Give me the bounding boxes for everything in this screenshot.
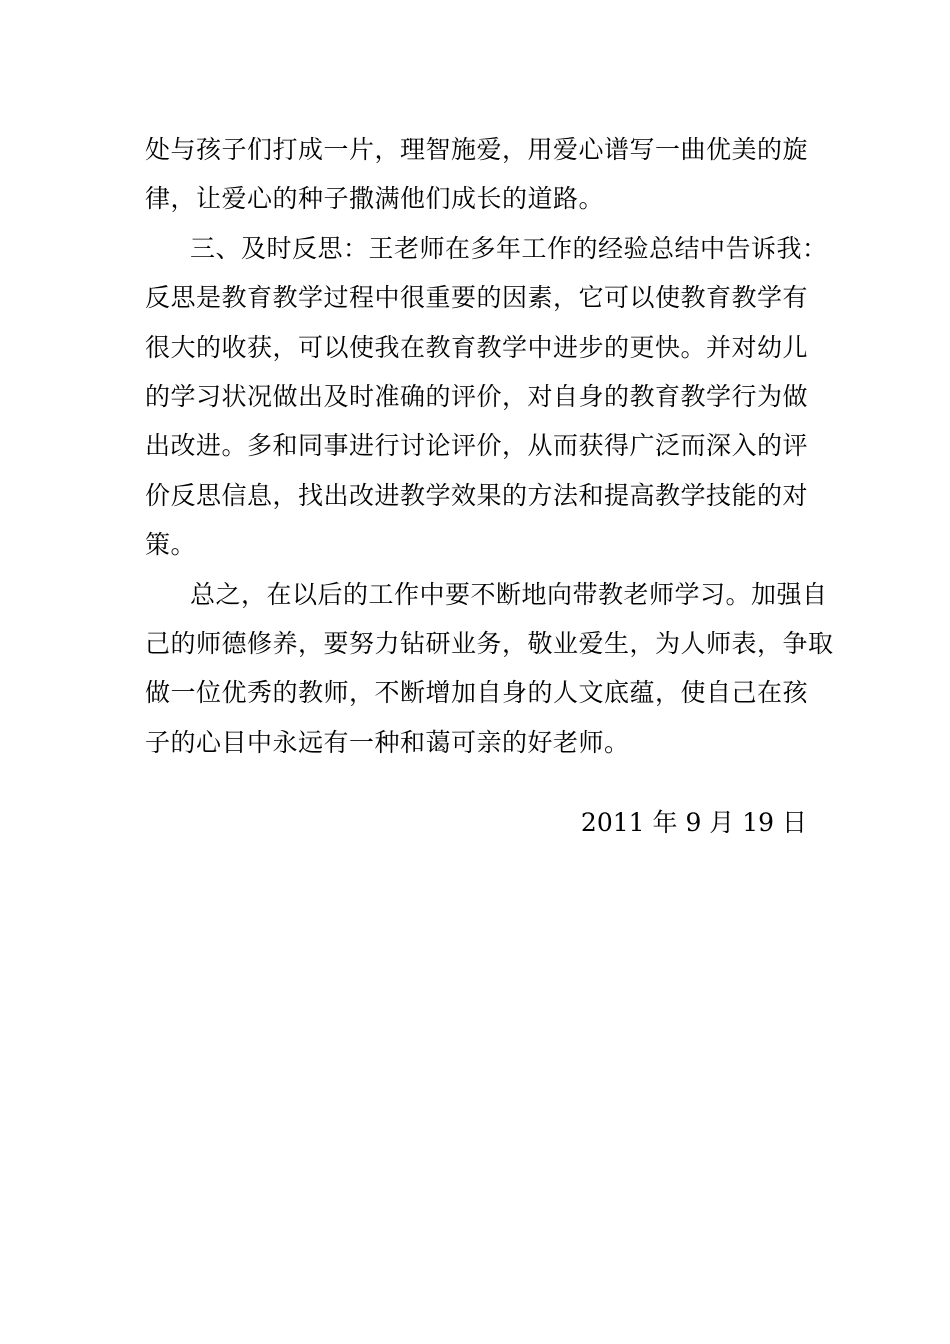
paragraph-line: 的学习状况做出及时准确的评价，对自身的教育教学行为做 (145, 381, 809, 411)
body-text (145, 125, 834, 767)
paragraph-line: 处与孩子们打成一片，理智施爱，用爱心谱写一曲优美的旋 (145, 135, 809, 164)
paragraph-line: 策。 (145, 530, 197, 560)
paragraph-line: 三、及时反思：王老师在多年工作的经验总结中告诉我： (190, 233, 828, 263)
document-date: 2011 年 9 月 19 日 (580, 808, 807, 837)
paragraph-line: 价反思信息，找出改进教学效果的方法和提高教学技能的对 (145, 480, 809, 510)
paragraph-line: 反思是教育教学过程中很重要的因素，它可以使教育教学有 (145, 283, 809, 313)
paragraph-line: 总之，在以后的工作中要不断地向带教老师学习。加强自 (190, 579, 828, 609)
paragraph-line: 己的师德修养，要努力钻研业务，敬业爱生，为人师表，争取 (145, 628, 834, 658)
paragraph-line: 子的心目中永远有一种和蔼可亲的好老师。 (145, 727, 630, 757)
paragraph-line: 律，让爱心的种子撒满他们成长的道路。 (145, 184, 605, 214)
paragraph-line: 很大的收获，可以使我在教育教学中进步的更快。并对幼儿 (145, 332, 809, 362)
paragraph-line: 做一位优秀的教师，不断增加自身的人文底蕴，使自己在孩 (145, 678, 809, 708)
paragraph-line: 出改进。多和同事进行讨论评价，从而获得广泛而深入的评 (145, 431, 809, 461)
